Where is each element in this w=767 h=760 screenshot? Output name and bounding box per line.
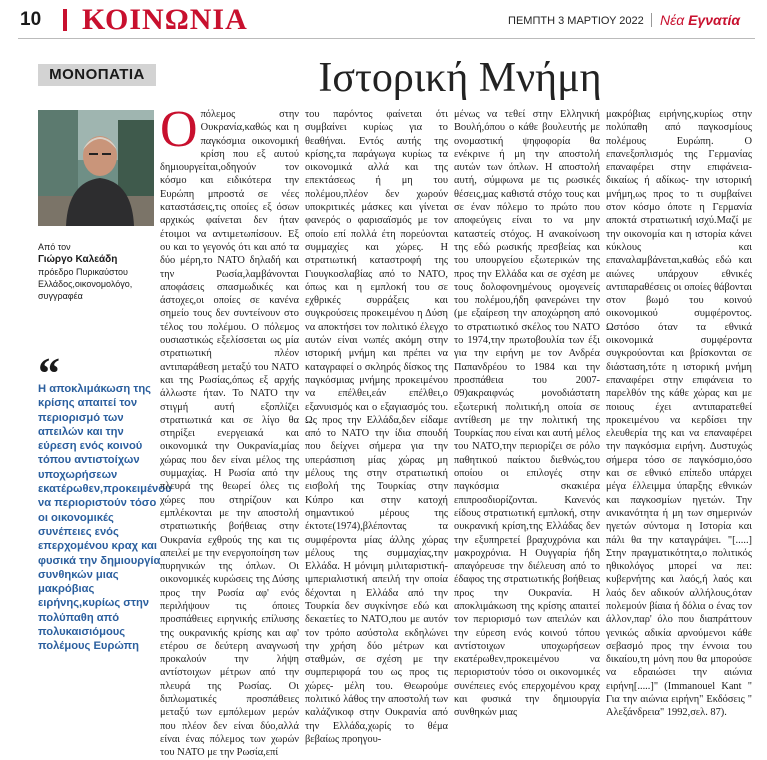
header-divider xyxy=(63,9,67,31)
column-2-text: του παρόντος φαίνεται ότι συμβαίνει κυρίως για το θεαθήναι. Εντός αυτής της κρίσης,τα παράγωγα κυρίως τα οικονομικά αλλά και της επεκτάσεως ή μη του πολέμου,πλέον δεν χωρούν υποκριτικές μάσκες και γίνεται φανερός ο φαρισαϊσμός με τον οποίο επί πολλά έτη πορεύονται συμμαχίες και χώρες. Η στρατιωτική καταστροφή της Γιουγκοσλαβίας από το ΝΑΤΟ, όπως και η εμπλοκή του σε εχθρικές συρράξεις και συγκρούσεις προκειμένου η Δύση να αποκτήσει τον πολιτικό έλεγχο αυτών είναι νωπές ακόμη στην ιστορική μνήμη και πρέπει να καταγραφεί ο σκληρός δίσκος της παγκόσμιας μνήμης προκειμένου να επέλθει,εάν επέλθει,ο εξανυισμός και ο εξαγιασμός του. Ως προς την Ελλάδα,δεν είδαμε από το ΝΑΤΟ την ίδια σπουδή που δείχνει σήμερα για την υπεράσπιση μίας χώρας μη μέλους της στην στρατιωτική εισβολή της Τουρκίας στην Κύπρο και στην κατοχή σημαντικού μέρους της έκτοτε(1974),βλέποντας τα συμφέροντα μίας άλλης χώρας μέλους της συμμαχίας,την Ελλάδα. Η μόνιμη μιλιταριστική-ιμπεριαλιστική απειλή την οποία δέχονται η Ελλάδα από την Τουρκία δεν συγκίνησε εδώ και δεκαετίες το ΝΑΤΟ,που με αυτόν τον τρόπο ασύστολα εκδηλώνει την χρήση δύο μέτρων και σταθμών, σε σχέση με την συμπεριφορά του ως προς τις χώρες- μέλη του. Θεωρούμε πολιτικό λάθος την αποστολή των καλάζνικοφ στην Ουκρανία από την Ελλάδα,χωρίς το θέμα βεβαίως προηγου- xyxy=(305,109,448,745)
page-number: 10 xyxy=(20,9,42,30)
article-column-2 xyxy=(305,108,448,745)
author-role: πρόεδρο Πυρικαύστου Ελλάδος,οικονομολόγο, συγγραφέα xyxy=(38,267,133,301)
author-photo xyxy=(38,110,154,226)
article-column-4 xyxy=(606,108,752,719)
article-column-1 xyxy=(160,101,299,759)
issue-date: ΠΕΜΠΤΗ 3 ΜΑΡΤΙΟΥ 2022 xyxy=(508,15,644,27)
drop-cap: Ο xyxy=(160,101,198,158)
author-name: Γιώργο Καλεάδη xyxy=(38,254,118,265)
article-column-3 xyxy=(454,108,600,719)
left-double-quote-icon: “ xyxy=(38,349,60,398)
section-title: ΚΟΙΝΩΝΙΑ xyxy=(82,3,248,36)
column-kicker: ΜΟΝΟΠΑΤΙΑ xyxy=(38,64,156,86)
newspaper-brand: Νέα Εγνατία xyxy=(660,12,741,28)
article-title: Ιστορική Μνήμη xyxy=(318,55,602,101)
page-header xyxy=(0,0,767,40)
column-3-text: μένως να τεθεί στην Ελληνική Βουλή,όπου ο κάθε βουλευτής με ονομαστική ψηφοφορία θα ενέκρινε ή μη την αποστολή αυτών των όπλων. Η αποστολή αυτή, σύμφωνα με τις ρωσικές θέσεις,μας καθιστά στόχο τους και σε έναν πόλεμο το πρώτο που αποφεύγεις είναι το να μην καταστείς στόχος. Η ανακοίνωση της εδώ ρωσικής πρεσβείας και του υπουργείου εξωτερικών της προς την Ελλάδα και σε σχέση με τους δολοφονημένους ομογενείς του πολέμου,ήδη φανερώνει την (με εξαίρεση την αποχώρηση από το στρατιωτικό σκέλος του ΝΑΤΟ το 1974,την πρωτοβουλία των έξι για την ειρήνη με τον Ανδρέα Παπανδρέου το 1984 και την προσπάθεια του 2007-09)ακραιφνώς μονοδιάστατη εξωτερική πολιτική,η οποία σε αντίθεση με την πολιτική της Τουρκίας που είναι και αυτή μέλος του ΝΑΤΟ,την περιορίζει σε ρόλο παθητικού παίκτου διεθνώς,του οποίου οι επιλογές στην παγκόσμια σκακιέρα επιπροσδιορίζονται. Κανενός είδους στρατιωτική εμπλοκή, στην ουκρανική κρίση,της Ελλάδας δεν την εξυπηρετεί βραχυχρόνια και μακροχρόνια. Η Ουγγαρία ήδη απαγόρευσε την διέλευση από το έδαφος της στρατιωτικής βοήθειας προς την Ουκρανία. Η αποκλιμάκωση της κρίσης απαιτεί τον περιορισμό των απειλών και την εύρεση ενός κοινού τόπου αντίστοιχων υποχωρήσεων εκατέρωθεν,προκειμένου να περιοριστούν τόσο οι οικονομικές συνέπειες ενός επερχομένου κραχ και φυσικά την δημιουργία συνθηκών μιας xyxy=(454,109,600,719)
author-prefix: Από τον xyxy=(38,242,71,252)
date-separator xyxy=(651,13,652,27)
header-rule xyxy=(18,38,755,39)
pull-quote: Η αποκλιμάκωση της κρίσης απαιτεί τον περιορισμό των απειλών και την εύρεση ενός κοινού τόπου αντιστοίχων υποχωρήσεων εκατέρωθεν,προκειμένου να περιοριστούν τόσο οι οικονομικές συνέπειες ενός επερχομένου κραχ και φυσικά την δημιουργία συνθηκών μιας μακρόβιας ειρήνης,κυρίως στην πολύπαθη από πολυκαισιόμους πολέμους Ευρώπη xyxy=(38,383,172,653)
column-1-text: πόλεμος στην Ουκρανία,καθώς και η παγκόσμια οικονομική κρίση που εξ αυτού δημιουργείται,οδηγούν τον κόσμο και ειδικότερα την Ευρώπη μπροστά σε νέες καταστάσεις,τις οποίες εξ όσων αρχικώς φαίνεται δεν ήταν έτοιμοι να αντιμετωπίσουν. Εξ ου και το γεγονός ότι και από τα δύο μέρη,το ΝΑΤΟ δηλαδή και την Ρωσία,λαμβάνονται αποφάσεις σπασμωδικές και άστοχες,οι οποίες σε κανένα σημείο τους δεν συντείνουν στο τέλος του πολέμου. Ο πόλεμος ουσιαστικώς εξελίσσεται ως μία στρατιωτική πλέον αντιπαράθεση μεταξύ του ΝΑΤΟ και της Ρωσίας,όπως εξ αρχής άλλωστε ήταν. Το ΝΑΤΟ την στιγμή αυτή εξοπλίζει στρατιωτικά και σε λίγο θα στηρίξει ενεργειακά και οικονομικά την Ουκρανία,μίας χώρας που δεν είναι μέλος της συμμαχίας. Η Ρωσία από την πλευρά της θεωρεί όλες τις χώρες που στηρίζουν και εμπλέκονται με την αποστολή στρατιωτικής βοήθειας στην Ουκρανία εχθρούς της και τις απειλεί με την ενεργοποίηση των πυρηνικών της όπλων. Οι οικονομικές κυρώσεις της Δύσης προς την Ρωσία αφ' ενός περιλήψουν τις όποιες προσπάθειες ειρηνικής επίλυσης της ουκρανικής κρίσης και αφ' ετέρου σε δεύτερη αναγνωσή προκαλούν την λήψη αντίστοιχων μέτρων από την πλευρά της Ρωσίας. Οι διπλωματικές προσπάθειες μεταξύ των εμπόλεμων μερών που πλέον δεν είναι δύο,αλλά είναι ένας πόλεμος των χωρών του ΝΑΤΟ με την Ρωσία,επί xyxy=(160,109,299,759)
column-4-text: μακρόβιας ειρήνης,κυρίως στην πολύπαθη από παγκοσμίους πολέμους Ευρώπη. Ο επανεξοπλισμός της Γερμανίας επαναφέρει στην επιφάνεια-δικαίως ή αδίκως- την ιστορική μνήμη,ως προς το τι συμβαίνει στον κόσμο όποτε η Γερμανία αποκτά στρατιωτική ισχύ.Μαζί με την οικονομία και η ιστορία κάνει κύκλους και επαναλαμβάνεται,καθώς εδώ και αιώνες υπάρχουν εθνικές αντιπαραθέσεις οι οποίες θάβονται στον βωμό του κοινού οικονομικού συμφέροντος. Ωστόσο όταν τα εθνικά οικονομικά συμφέροντα συγκρούονται και βρίσκονται σε διάσταση,τότε η ιστορική μνήμη επαναφέρει στην επιφάνεια το παρελθόν της κάθε χώρας και με ποιους έχει αντιπαρατεθεί προκειμένου να κερδίσει την ελευθερία της και να επαναφέρει την παγκόσμια ειρήνη. Δυστυχώς σήμερα τόσο σε παγκόσμιο,όσο και σε εθνικό επίπεδο υπάρχει μέγα έλλειμμα ύπαρξης εθνικών και παγκοσμίων ηγετών. Την ανικανότητα ή μη των σημερινών ηγετών σύντομα η Ιστορία και πάλι θα την καταγράψει. "[.....] Στην πραγματικότητα,ο πολιτικός ηθικολόγος μπορεί να πει: κυβερνήτης και λαός,ή λαός και λαός δεν αδικούν αλλήλους,όταν πολεμούν βίαια ή δόλια ο ένας τον άλλον,παρ' όλο που διαπράττουν γενικώς αδικία αρνούμενοι κάθε σεβασμό προς την έννοια του δικαίου,τη μόνη που θα μπορούσε να εδραιώσει την αιώνια ειρήνη[.....]" (Immanouel Kant " Για την αιώνια ειρήνη" Εκδόσεις " Αλεξάνδρεια" 1992,σελ. 87). xyxy=(606,109,752,719)
